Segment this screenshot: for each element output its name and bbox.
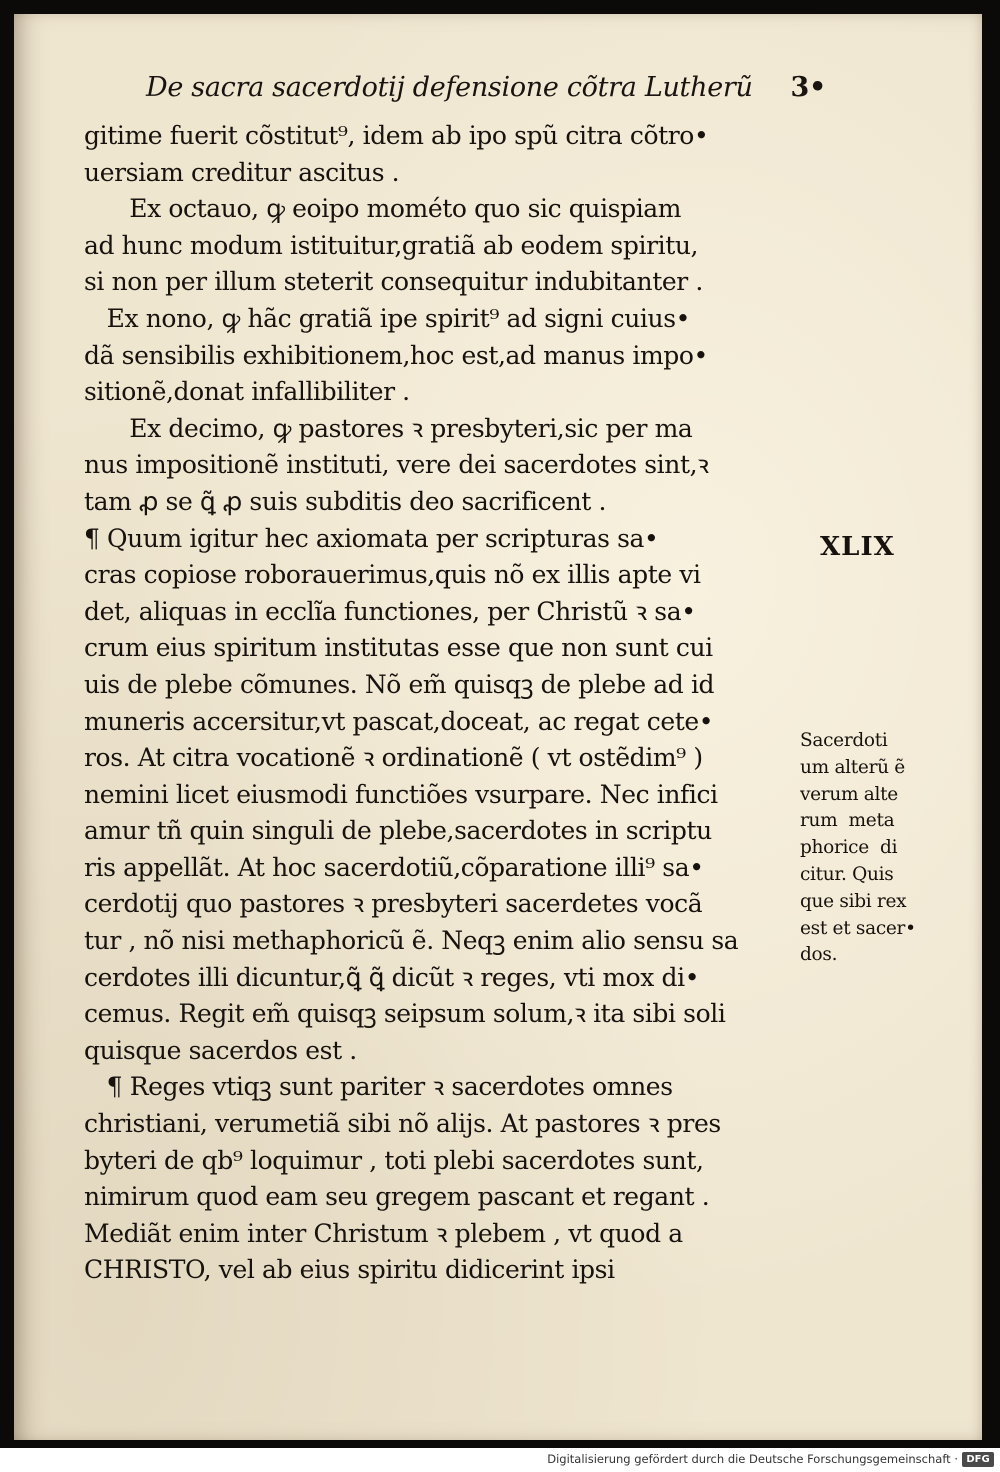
- margin-note-line: dos.: [800, 944, 838, 966]
- text-line: byteri de qb⁹ loquimur , toti plebi sacerdotes sunt,: [84, 1145, 704, 1175]
- margin-note-line: est et sacer•: [800, 917, 916, 939]
- main-text-block: [84, 118, 804, 1289]
- text-line: sitionẽ,donat infallibiliter .: [84, 377, 410, 407]
- text-line: crum eius spiritum institutas esse que non sunt cui: [84, 633, 713, 663]
- text-line: cemus. Regit em̃ quisqꝫ seipsum solum,ꝛ ita sibi soli: [84, 999, 726, 1029]
- margin-note-line: phorice di: [800, 837, 898, 859]
- funding-credit: Digitalisierung gefördert durch die Deutsche Forschungsgemeinschaft ·: [547, 1452, 958, 1466]
- margin-note-line: um alterũ ẽ: [800, 756, 905, 778]
- text-line: Ex octauo, ꝙ eoipo mométo quo sic quispiam: [84, 194, 682, 224]
- footer-bar: [0, 1448, 1000, 1472]
- text-line: nus impositionẽ instituti, vere dei sacerdotes sint,ꝛ: [84, 450, 709, 480]
- text-line: ros. At citra vocationẽ ꝛ ordinationẽ ( vt ostẽdim⁹ ): [84, 743, 703, 773]
- book-page: [14, 14, 982, 1440]
- text-line: Ex nono, ꝙ hãc gratiã ipe spirit⁹ ad signi cuius•: [84, 303, 690, 333]
- margin-note-line: citur. Quis: [800, 863, 894, 885]
- margin-note-line: rum meta: [800, 810, 895, 832]
- margin-note-line: Sacerdoti: [800, 730, 888, 751]
- dfg-logo: DFG: [962, 1452, 994, 1467]
- text-line: CHRISTO, vel ab eius spiritu didicerint ipsi: [84, 1255, 615, 1285]
- text-line: ¶ Reges vtiqꝫ sunt pariter ꝛ sacerdotes omnes: [84, 1072, 673, 1102]
- text-line: ris appellãt. At hoc sacerdotiũ,cõparatione illi⁹ sa•: [84, 852, 704, 882]
- text-line: uis de plebe cõmunes. Nõ em̃ quisqꝫ de plebe ad id: [84, 669, 715, 699]
- text-line: tur , nõ nisi methaphoricũ ẽ. Neqꝫ enim alio sensu sa: [84, 926, 739, 956]
- text-line: tam ꝓ se ꝗ̃ ꝓ suis subditis deo sacrificent .: [84, 486, 607, 516]
- text-line: det, aliquas in ecclĩa functiones, per Christũ ꝛ sa•: [84, 596, 696, 626]
- text-line: quisque sacerdos est .: [84, 1035, 357, 1065]
- text-line: uersiam creditur ascitus .: [84, 157, 400, 187]
- margin-note-line: que sibi rex: [800, 890, 907, 912]
- text-line: cerdotes illi dicuntur,ꝗ̃ ꝗ̃ dicũt ꝛ reges, vti mox di•: [84, 962, 700, 992]
- marginal-note: [800, 728, 970, 969]
- text-line: Mediãt enim inter Christum ꝛ plebem , vt quod a: [84, 1218, 683, 1248]
- text-line: Ex decimo, ꝙ pastores ꝛ presbyteri,sic per ma: [84, 413, 693, 443]
- text-line: gitime fuerit cõstitut⁹, idem ab ipo spũ citra cõtro•: [84, 121, 709, 150]
- margin-note-line: verum alte: [800, 783, 898, 805]
- text-line: cras copiose roborauerimus,quis nõ ex illis apte vi: [84, 560, 701, 590]
- text-line: amur tñ quin singuli de plebe,sacerdotes in scriptu: [84, 816, 712, 846]
- running-title: De sacra sacerdotij defensione cõtra Lutherũ: [146, 72, 753, 103]
- running-header: [146, 72, 826, 116]
- text-line: nemini licet eiusmodi functiões vsurpare. Nec infici: [84, 779, 718, 809]
- text-line: nimirum quod eam seu gregem pascant et regant .: [84, 1182, 710, 1212]
- text-line: si non per illum steterit consequitur indubitanter .: [84, 267, 703, 297]
- text-line: dã sensibilis exhibitionem,hoc est,ad manus impo•: [84, 340, 708, 370]
- margin-numeral: XLIX: [820, 532, 895, 562]
- text-line: cerdotij quo pastores ꝛ presbyteri sacerdetes vocã: [84, 889, 703, 919]
- folio-number: 3•: [790, 72, 826, 103]
- text-line: muneris accersitur,vt pascat,doceat, ac regat cete•: [84, 706, 714, 736]
- text-line: ¶ Quum igitur hec axiomata per scripturas sa•: [84, 523, 659, 553]
- text-line: ad hunc modum istituitur,gratiã ab eodem spiritu,: [84, 230, 699, 260]
- text-line: christiani, verumetiã sibi nõ alijs. At pastores ꝛ pres: [84, 1109, 721, 1139]
